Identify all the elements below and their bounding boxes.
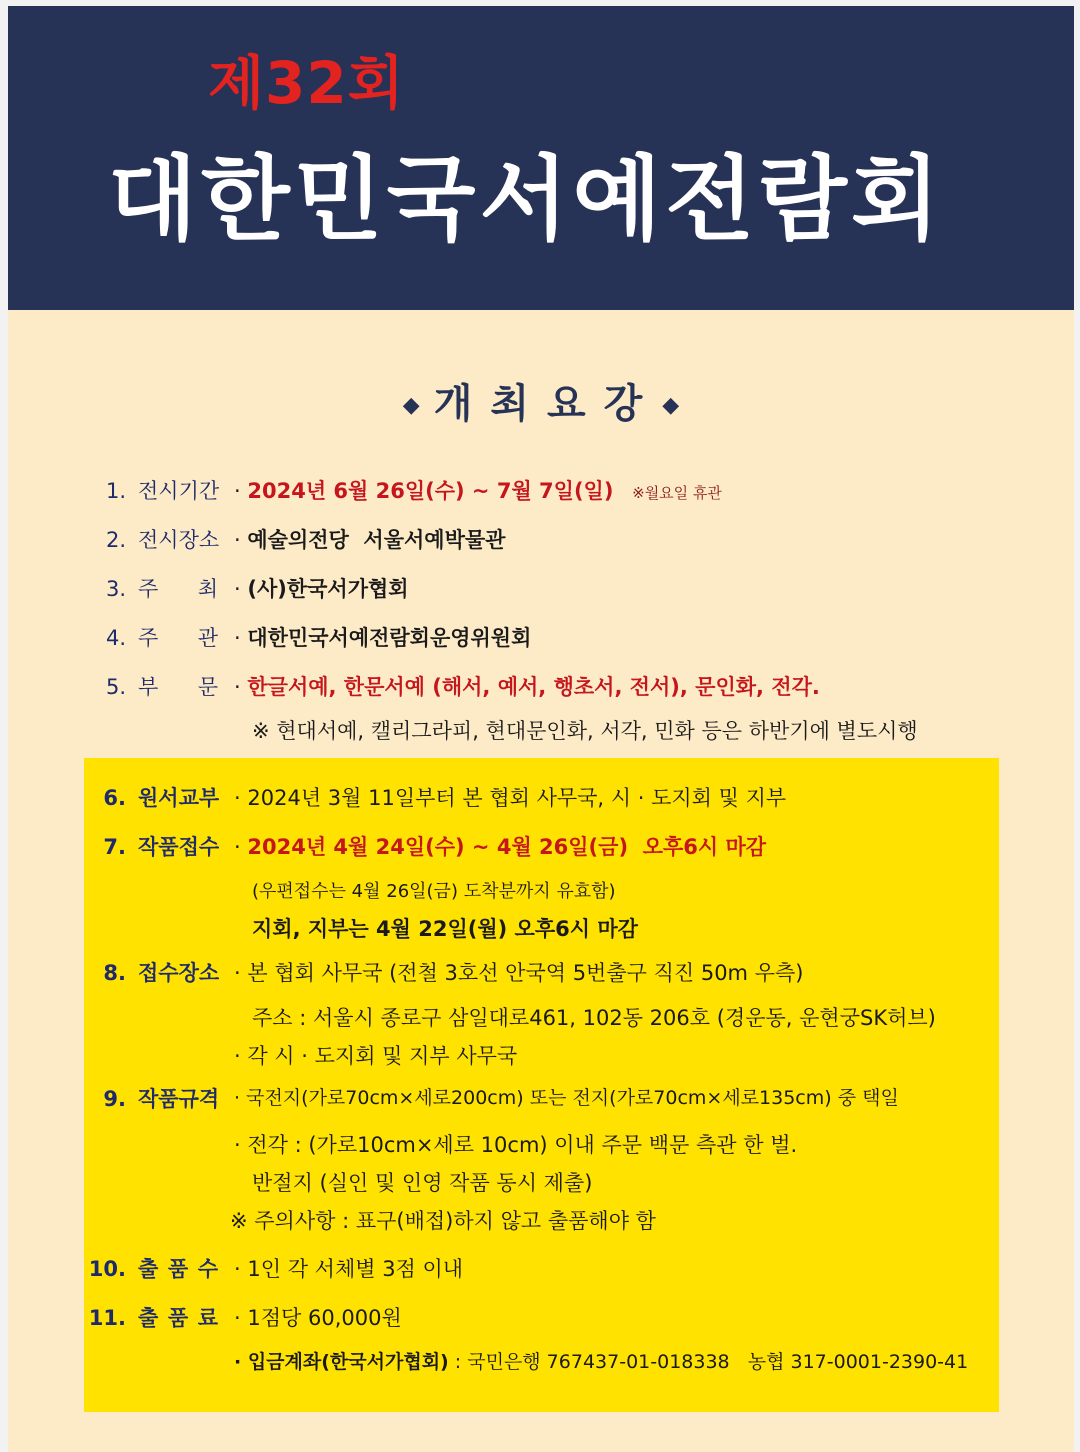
half-sheet-note: 반절지 (실인 및 인영 작품 동시 제출) [252, 1171, 593, 1195]
bank-account [234, 1347, 968, 1374]
branch-offices: · 각 시 · 도지회 및 지부 사무국 [234, 1044, 518, 1068]
item-content [234, 963, 803, 984]
form-text: 2024년 3월 11일부터 본 협회 사무국, 시 · 도지회 및 지부 [247, 786, 787, 810]
item-content [234, 837, 766, 858]
item-label: 작품접수 [138, 835, 220, 859]
bullet: · [234, 528, 241, 552]
account-numbers: : 국민은행 767437-01-018338 농협 317-0001-2390-41 [448, 1351, 969, 1373]
address-text: 주소 : 서울시 종로구 삼일대로461, 102동 206호 (경운동, 운현궁SK허브) [252, 1006, 936, 1030]
item-number: 10. [88, 1257, 126, 1281]
label-char: 부 [138, 675, 159, 699]
venue-text: 예술의전당 서울서예박물관 [247, 528, 506, 552]
diamond-left-icon: ◆ [402, 393, 420, 418]
period-dates: 2024년 6월 26일(수) ~ 7월 7일(일) [247, 479, 614, 503]
bullet: · [234, 1257, 241, 1281]
label-char: 료 [197, 1306, 218, 1330]
item-number: 4. [105, 626, 126, 650]
seal-carving-spec: · 전각 : (가로10cm×세로 10cm) 이내 주문 백문 측관 한 벌. [234, 1133, 798, 1157]
bullet: · [234, 1087, 241, 1109]
item-label [138, 1308, 218, 1329]
section-heading [8, 381, 1074, 427]
item-label: 작품규격 [138, 1087, 220, 1111]
label-char: 주 [138, 626, 159, 650]
paper-size-text: 국전지(가로70cm×세로200cm) 또는 전지(가로70cm×세로135cm) 중 택일 [246, 1087, 899, 1109]
item-content [234, 1089, 899, 1108]
item-content [234, 481, 722, 502]
item-label: 원서교부 [138, 786, 220, 810]
bullet: · [234, 577, 241, 601]
label-char: 관 [197, 626, 218, 650]
exhibition-title: 대한민국서예전람회 [108, 146, 944, 253]
bullet: · [234, 961, 241, 985]
label-char: 최 [197, 577, 218, 601]
item-label [138, 628, 218, 649]
label-char: 품 [167, 1257, 189, 1281]
item-number: 2. [105, 528, 126, 552]
entry-count-text: 1인 각 서체별 3점 이내 [247, 1257, 464, 1281]
item-content [234, 628, 531, 649]
header-banner [8, 6, 1074, 310]
bullet: · [234, 786, 241, 810]
label-char: 문 [197, 675, 218, 699]
item-label [138, 677, 218, 698]
bullet: · [234, 675, 241, 699]
place-text: 본 협회 사무국 (전철 3호선 안국역 5번출구 직진 50m 우측) [247, 961, 804, 985]
item-number: 6. [103, 786, 126, 810]
item-number: 5. [105, 675, 126, 699]
fee-text: 1점당 60,000원 [247, 1306, 402, 1330]
item-number: 11. [88, 1306, 126, 1330]
label-char: 주 [138, 577, 159, 601]
bullet: · [234, 479, 241, 503]
label-char: 수 [197, 1257, 218, 1281]
account-label: · 입금계좌(한국서가협회) [234, 1351, 449, 1373]
item-label [138, 579, 218, 600]
item-number: 1. [105, 479, 126, 503]
item-label: 전시장소 [138, 528, 220, 552]
categories-text: 한글서예, 한문서예 (해서, 예서, 행초서, 전서), 문인화, 전각. [247, 675, 820, 699]
item-number: 7. [103, 835, 126, 859]
organizer-text: 대한민국서예전람회운영위원회 [247, 626, 532, 650]
submission-dates: 2024년 4월 24일(수) ~ 4월 26일(금) 오후6시 마감 [247, 835, 767, 859]
host-text: (사)한국서가협회 [247, 577, 409, 601]
branch-deadline: 지회, 지부는 4월 22일(월) 오후6시 마감 [252, 917, 638, 941]
item-number: 8. [103, 961, 126, 985]
postal-note: (우편접수는 4월 26일(금) 도착분까지 유효함) [252, 881, 616, 902]
closed-note: ※월요일 휴관 [632, 484, 722, 502]
item-content [234, 530, 505, 551]
item-number: 9. [103, 1087, 126, 1111]
bullet: · [234, 626, 241, 650]
item-content [234, 677, 820, 698]
label-char: 출 [138, 1306, 159, 1330]
bullet: · [234, 835, 241, 859]
item-label: 접수장소 [138, 961, 220, 985]
item-content [234, 1308, 402, 1329]
item-content [234, 788, 786, 809]
diamond-right-icon: ◆ [662, 393, 680, 418]
item-content [234, 579, 409, 600]
item-label [138, 1259, 218, 1280]
edition-label: 제32회 [208, 49, 405, 117]
section-heading-text: 개최요강 [433, 381, 661, 427]
item-number: 3. [105, 577, 126, 601]
item-label: 전시기간 [138, 479, 220, 503]
item-content [234, 1259, 463, 1280]
label-char: 출 [138, 1257, 159, 1281]
poster [8, 6, 1074, 1452]
label-char: 품 [167, 1306, 189, 1330]
categories-note: ※ 현대서예, 캘리그라피, 현대문인화, 서각, 민화 등은 하반기에 별도시행 [252, 719, 918, 743]
bullet: · [234, 1306, 241, 1330]
caution-note: ※ 주의사항 : 표구(배접)하지 않고 출품해야 함 [230, 1209, 656, 1233]
